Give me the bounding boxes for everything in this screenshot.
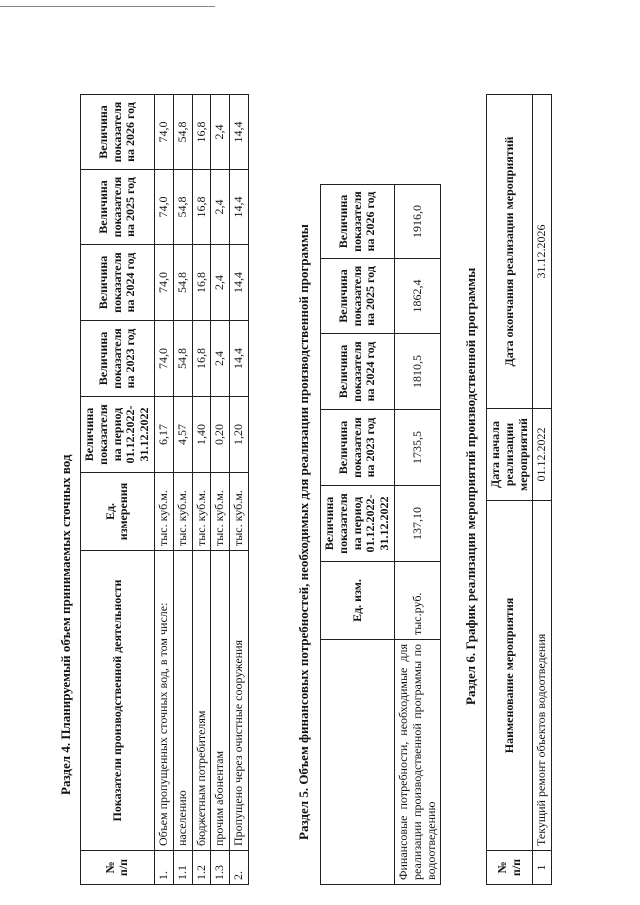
table-row xyxy=(192,95,211,885)
section4-table xyxy=(80,94,249,885)
row-unit: тыс. куб.м. xyxy=(192,473,211,551)
s4-h-indicator: Показатели производственной деятельности xyxy=(81,551,155,851)
row-value-2023: 74,0 xyxy=(154,321,173,397)
row-value-2024: 1810,5 xyxy=(394,334,440,410)
row-indicator: Финансовые потребности, необходимые для реализации производственной программы по водоотведению xyxy=(394,640,440,885)
s4-h-num: № п/п xyxy=(81,851,155,885)
row-value-2026: 14,4 xyxy=(230,95,249,170)
s4-h-2023: Величина показателя на 2023 год xyxy=(81,321,155,397)
row-value-2024: 54,8 xyxy=(173,245,192,321)
row-num: 1. xyxy=(154,851,173,885)
rotated-document xyxy=(58,5,618,885)
section4-title: Раздел 4. Планируемый объем принимаемых сточных вод xyxy=(58,454,73,795)
section4-header-row xyxy=(81,95,155,885)
section6-title: Раздел 6. График реализации мероприятий производственной программы xyxy=(463,267,478,705)
row-activity: Текущий ремонт объектов водоотведения xyxy=(533,501,552,851)
row-indicator: прочим абонентам xyxy=(211,551,230,851)
row-value-2025: 14,4 xyxy=(230,170,249,245)
row-value-2025: 1862,4 xyxy=(394,259,440,334)
row-unit: тыс. куб.м. xyxy=(173,473,192,551)
row-value-2024: 2,4 xyxy=(211,245,230,321)
row-num: 2. xyxy=(230,851,249,885)
row-unit: тыс.руб. xyxy=(394,562,440,640)
row-value-2022: 1,20 xyxy=(230,397,249,473)
table-row xyxy=(154,95,173,885)
row-value-2022: 0,20 xyxy=(211,397,230,473)
s4-h-unit: Ед. измерения xyxy=(81,473,155,551)
row-num: 1.2 xyxy=(192,851,211,885)
table-row xyxy=(211,95,230,885)
row-value-2023: 2,4 xyxy=(211,321,230,397)
section5-title: Раздел 5. Объем финансовых потребностей, необходимых для реализации производственной программы xyxy=(296,224,311,840)
row-value-2024: 14,4 xyxy=(230,245,249,321)
table-row xyxy=(533,95,552,885)
row-indicator: бюджетным потребителям xyxy=(192,551,211,851)
row-value-2026: 74,0 xyxy=(154,95,173,170)
row-value-2023: 16,8 xyxy=(192,321,211,397)
row-indicator: населению xyxy=(173,551,192,851)
section5-table xyxy=(320,184,441,885)
row-value-2022: 137,10 xyxy=(394,486,440,562)
row-unit: тыс. куб.м. xyxy=(211,473,230,551)
row-num: 1.3 xyxy=(211,851,230,885)
s5-h-2022: Величина показателя на период 01.12.2022-31.12.2022 xyxy=(321,486,395,562)
row-indicator: Пропущено через очистные сооружения xyxy=(230,551,249,851)
row-value-2025: 54,8 xyxy=(173,170,192,245)
s5-h-2025: Величина показателя на 2025 год xyxy=(321,259,395,334)
s5-h-2023: Величина показателя на 2023 год xyxy=(321,410,395,486)
row-value-2026: 54,8 xyxy=(173,95,192,170)
row-indicator: Объем пропущенных сточных вод, в том числе: xyxy=(154,551,173,851)
row-value-2026: 16,8 xyxy=(192,95,211,170)
s4-h-2024: Величина показателя на 2024 год xyxy=(81,245,155,321)
s5-h-2026: Величина показателя на 2026 год xyxy=(321,185,395,259)
row-value-2026: 2,4 xyxy=(211,95,230,170)
s4-h-2025: Величина показателя на 2025 год xyxy=(81,170,155,245)
s4-h-2026: Величина показателя на 2026 год xyxy=(81,95,155,170)
row-value-2023: 1735,5 xyxy=(394,410,440,486)
s6-h-name: Наименование мероприятия xyxy=(487,501,533,851)
row-unit: тыс. куб.м. xyxy=(230,473,249,551)
row-value-2022: 6,17 xyxy=(154,397,173,473)
s5-h-unit: Ед. изм. xyxy=(321,562,395,640)
row-value-2023: 14,4 xyxy=(230,321,249,397)
s6-h-num: № п/п xyxy=(487,851,533,885)
row-value-2023: 54,8 xyxy=(173,321,192,397)
s5-h-2024: Величина показателя на 2024 год xyxy=(321,334,395,410)
row-start-date: 01.12.2022 xyxy=(533,409,552,501)
row-value-2022: 1,40 xyxy=(192,397,211,473)
row-num: 1.1 xyxy=(173,851,192,885)
row-value-2022: 4,57 xyxy=(173,397,192,473)
s6-h-start: Дата начала реализации мероприятий xyxy=(487,409,533,501)
row-value-2024: 16,8 xyxy=(192,245,211,321)
section6-header-row xyxy=(487,95,533,885)
row-value-2025: 2,4 xyxy=(211,170,230,245)
s6-h-end: Дата окончания реализации мероприятий xyxy=(487,95,533,409)
section6-table xyxy=(486,94,552,885)
row-value-2024: 74,0 xyxy=(154,245,173,321)
row-unit: тыс. куб.м. xyxy=(154,473,173,551)
row-value-2025: 16,8 xyxy=(192,170,211,245)
table-row xyxy=(394,185,440,885)
s4-h-2022: Величина показателя на период 01.12.2022-31.12.2022 xyxy=(81,397,155,473)
section5-header-row xyxy=(321,185,395,885)
row-end-date: 31.12.2026 xyxy=(533,95,552,409)
table-row xyxy=(173,95,192,885)
s5-h-blank xyxy=(321,640,395,885)
row-num: 1 xyxy=(533,851,552,885)
table-row xyxy=(230,95,249,885)
row-value-2026: 1916,0 xyxy=(394,185,440,259)
row-value-2025: 74,0 xyxy=(154,170,173,245)
